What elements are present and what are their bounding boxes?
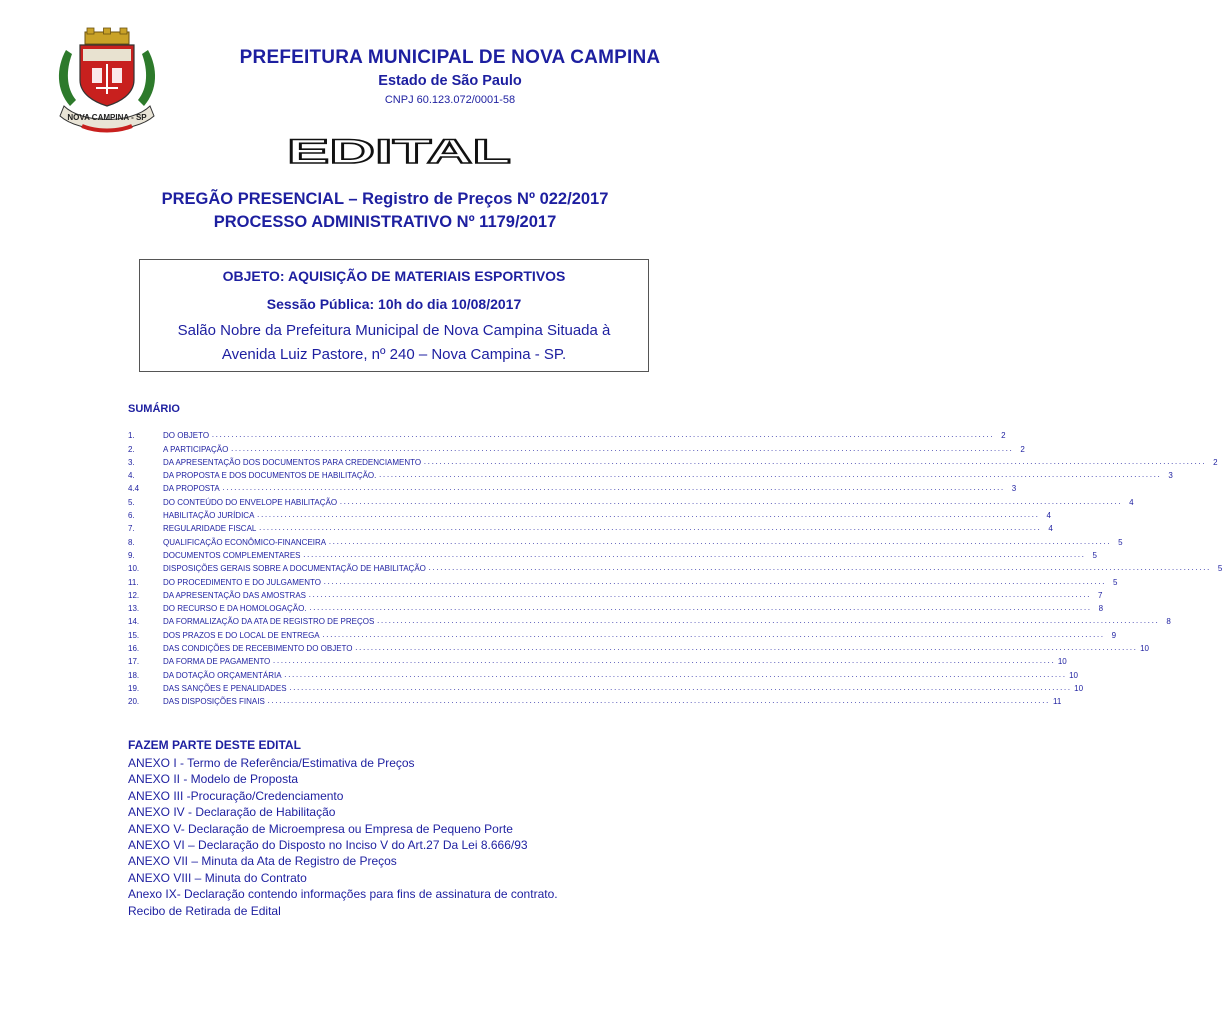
toc-entry-page: 4 <box>1129 497 1134 507</box>
toc-dot-leader: ........................................................................................................................................................................................................ <box>378 472 1161 480</box>
toc-dot-leader: ........................................................................................................................................................................................................ <box>427 565 1211 573</box>
toc-entry-number: 12. <box>128 590 140 600</box>
address-line: Avenida Luiz Pastore, nº 240 – Nova Campina - SP. <box>221 346 567 363</box>
toc-entry-page: 10 <box>1057 657 1067 667</box>
annex-item: ANEXO I - Termo de Referência/Estimativa de Preços <box>128 756 415 770</box>
toc-entry-page: 3 <box>1011 484 1017 494</box>
toc-entry[interactable] <box>128 521 1053 534</box>
toc-entry-page: 2 <box>1213 457 1218 467</box>
toc-entry-title: HABILITAÇÃO JURÍDICA <box>163 511 255 521</box>
toc-entry-number: 2. <box>128 444 135 454</box>
toc-entry[interactable] <box>128 508 1051 521</box>
toc-entry-page: 4 <box>1046 511 1051 521</box>
toc-dot-leader: ........................................................................................................................................................................................................ <box>308 591 1091 599</box>
toc-entry-page: 5 <box>1112 577 1118 587</box>
toc-dot-leader: ........................................................................................................................................................................................................ <box>258 525 1041 533</box>
toc-dot-leader: ........................................................................................................................................................................................................ <box>272 658 1055 666</box>
toc-dot-leader: ........................................................................................................................................................................................................ <box>230 445 1013 453</box>
annex-item: Anexo IX- Declaração contendo informações para fins de assinatura de contrato. <box>128 887 558 902</box>
toc-dot-leader: ........................................................................................................................................................................................................ <box>354 645 1137 653</box>
edital-heading-text: EDITAL <box>287 133 511 171</box>
edital-heading <box>284 133 514 171</box>
toc-entry[interactable] <box>128 455 1218 468</box>
toc-entry[interactable] <box>128 428 1006 441</box>
toc-entry-page: 10 <box>1069 670 1078 680</box>
toc-entry[interactable] <box>128 694 1062 707</box>
toc-dot-leader: ........................................................................................................................................................................................................ <box>266 698 1050 706</box>
toc-entry-number: 17. <box>128 657 140 667</box>
toc-entry-title: A PARTICIPAÇÃO <box>163 444 229 454</box>
crest-motto-text: NOVA CAMPINA - SP <box>67 113 147 122</box>
toc-entry-number: 18. <box>128 670 140 680</box>
toc-entry-title: DO OBJETO <box>163 431 210 441</box>
toc-dot-leader: ........................................................................................................................................................................................................ <box>256 512 1039 520</box>
toc-dot-leader: ........................................................................................................................................................................................................ <box>288 684 1072 692</box>
toc-entry-page: 11 <box>1052 697 1062 707</box>
toc-dot-leader: ........................................................................................................................................................................................................ <box>221 485 1005 493</box>
annex-item: ANEXO II - Modelo de Proposta <box>128 772 299 787</box>
annex-item: ANEXO VI – Declaração do Disposto no Inciso V do Art.27 Da Lei 8.666/93 <box>128 837 528 852</box>
toc-dot-leader: ........................................................................................................................................................................................................ <box>283 671 1066 679</box>
toc-entry[interactable] <box>128 614 1171 627</box>
toc-entry-number: 5. <box>128 497 135 507</box>
toc-entry[interactable] <box>128 574 1118 587</box>
toc-entry-title: DA DOTAÇÃO ORÇAMENTÁRIA <box>163 670 282 680</box>
toc-entry[interactable] <box>128 654 1067 667</box>
toc-entry-title: DA FORMA DE PAGAMENTO <box>163 657 271 667</box>
toc-entry-number: 15. <box>128 630 140 640</box>
toc-entry-page: 4 <box>1048 524 1053 534</box>
toc-entry-title: DA PROPOSTA E DOS DOCUMENTOS DE HABILITAÇÃO. <box>163 471 377 481</box>
municipality-title: PREFEITURA MUNICIPAL DE NOVA CAMPINA <box>239 47 661 68</box>
objeto-box <box>139 259 649 372</box>
toc-entry-title: DO CONTEÚDO DO ENVELOPE HABILITAÇÃO <box>163 497 338 507</box>
toc-entry-page: 7 <box>1098 590 1103 600</box>
annex-item: ANEXO III -Procuração/Credenciamento <box>128 788 344 803</box>
annex-item: ANEXO VIII – Minuta do Contrato <box>128 870 307 885</box>
toc-entry-title: DAS SANÇÕES E PENALIDADES <box>163 683 287 693</box>
toc-entry[interactable] <box>128 468 1173 481</box>
toc-entry[interactable] <box>128 494 1134 507</box>
toc-entry-title: DA APRESENTAÇÃO DAS AMOSTRAS <box>163 590 306 600</box>
toc-entry[interactable] <box>128 588 1103 601</box>
pregao-heading: PREGÃO PRESENCIAL – Registro de Preços Nº 022/2017 <box>161 190 609 208</box>
toc-entry[interactable] <box>128 441 1025 454</box>
toc-entry-number: 13. <box>128 604 140 614</box>
toc-entry-number: 20. <box>128 697 140 707</box>
objeto-line: OBJETO: AQUISIÇÃO DE MATERIAIS ESPORTIVOS <box>222 268 566 284</box>
toc-entry-number: 1. <box>128 431 135 441</box>
toc-entry-page: 5 <box>1092 550 1097 560</box>
toc-entry[interactable] <box>128 641 1149 654</box>
toc-entry[interactable] <box>128 667 1078 680</box>
toc-entry[interactable] <box>128 548 1097 561</box>
toc-entry-page: 9 <box>1111 630 1117 640</box>
toc-entry-title: DISPOSIÇÕES GERAIS SOBRE A DOCUMENTAÇÃO DE HABILITAÇÃO <box>163 564 426 574</box>
toc-entry-page: 2 <box>1020 444 1025 454</box>
toc-entry-number: 7. <box>128 524 135 534</box>
toc-entry-number: 10. <box>128 564 140 574</box>
toc-entry-number: 4.4 <box>128 484 140 494</box>
toc-entry-page: 2 <box>1001 431 1006 441</box>
toc-entry-number: 19. <box>128 683 140 693</box>
toc-entry-page: 8 <box>1166 617 1171 627</box>
annexes-title: FAZEM PARTE DESTE EDITAL <box>128 738 301 752</box>
cnpj-number: CNPJ 60.123.072/0001-58 <box>384 94 516 106</box>
toc-entry-title: DA PROPOSTA <box>163 484 220 494</box>
toc-entry-title: DO RECURSO E DA HOMOLOGAÇÃO. <box>163 604 307 614</box>
toc-entry-title: DOS PRAZOS E DO LOCAL DE ENTREGA <box>163 630 320 640</box>
toc-entry-number: 6. <box>128 511 135 521</box>
toc-dot-leader: ........................................................................................................................................................................................................ <box>339 498 1122 506</box>
toc-entry-title: DOCUMENTOS COMPLEMENTARES <box>163 550 301 560</box>
annex-item: ANEXO IV - Declaração de Habilitação <box>128 805 336 820</box>
toc-entry-page: 8 <box>1098 604 1104 614</box>
toc-dot-leader: ........................................................................................................................................................................................................ <box>321 631 1105 639</box>
toc-dot-leader: ........................................................................................................................................................................................................ <box>308 605 1092 613</box>
toc-dot-leader: ........................................................................................................................................................................................................ <box>423 458 1206 466</box>
toc-entry[interactable] <box>128 561 1222 574</box>
toc-entry-title: DO PROCEDIMENTO E DO JULGAMENTO <box>163 577 321 587</box>
annex-item: ANEXO V- Declaração de Microempresa ou Empresa de Pequeno Porte <box>128 821 513 836</box>
toc-entry-title: DAS DISPOSIÇÕES FINAIS <box>163 697 265 707</box>
toc-entry-number: 4. <box>128 471 135 481</box>
toc-entry-title: REGULARIDADE FISCAL <box>163 524 257 534</box>
annex-item: ANEXO VII – Minuta da Ata de Registro de Preços <box>128 854 397 869</box>
toc-entry[interactable] <box>128 627 1117 640</box>
toc-entry-title: QUALIFICAÇÃO ECONÔMICO-FINANCEIRA <box>163 537 327 547</box>
annex-item: Recibo de Retirada de Edital <box>128 903 281 918</box>
session-date-line: Sessão Pública: 10h do dia 10/08/2017 <box>266 296 522 312</box>
toc-entry-title: DA APRESENTAÇÃO DOS DOCUMENTOS PARA CREDENCIAMENTO <box>163 457 422 467</box>
toc-entry-title: DAS CONDIÇÕES DE RECEBIMENTO DO OBJETO <box>163 644 353 654</box>
processo-heading: PROCESSO ADMINISTRATIVO Nº 1179/2017 <box>213 213 557 231</box>
toc-entry-page: 10 <box>1074 683 1084 693</box>
toc-entry-title: DA FORMALIZAÇÃO DA ATA DE REGISTRO DE PREÇOS <box>163 617 375 627</box>
toc-entry-page: 5 <box>1217 564 1222 574</box>
toc-entry-number: 14. <box>128 617 140 627</box>
municipal-crest-logo <box>52 28 162 132</box>
toc-entry-page: 3 <box>1168 471 1173 481</box>
toc-dot-leader: ........................................................................................................................................................................................................ <box>328 538 1111 546</box>
toc-entry[interactable] <box>128 681 1084 694</box>
toc-entry-number: 8. <box>128 537 135 547</box>
toc-entry-number: 16. <box>128 644 140 654</box>
table-of-contents-title: SUMÁRIO <box>128 403 180 415</box>
toc-entry[interactable] <box>128 481 1017 494</box>
toc-entry-page: 5 <box>1118 537 1123 547</box>
toc-entry-number: 3. <box>128 457 135 467</box>
toc-entry-number: 11. <box>128 577 139 587</box>
toc-dot-leader: ........................................................................................................................................................................................................ <box>302 551 1085 559</box>
table-of-contents <box>128 428 1222 707</box>
toc-entry-page: 10 <box>1140 644 1149 654</box>
toc-entry-number: 9. <box>128 550 135 560</box>
annexes-list <box>128 755 558 919</box>
toc-dot-leader: ........................................................................................................................................................................................................ <box>211 432 994 440</box>
toc-dot-leader: ........................................................................................................................................................................................................ <box>322 578 1106 586</box>
venue-line: Salão Nobre da Prefeitura Municipal de Nova Campina Situada à <box>177 322 611 339</box>
toc-entry[interactable] <box>128 534 1123 547</box>
toc-entry[interactable] <box>128 601 1104 614</box>
toc-dot-leader: ........................................................................................................................................................................................................ <box>376 618 1159 626</box>
state-subtitle: Estado de São Paulo <box>378 73 522 89</box>
